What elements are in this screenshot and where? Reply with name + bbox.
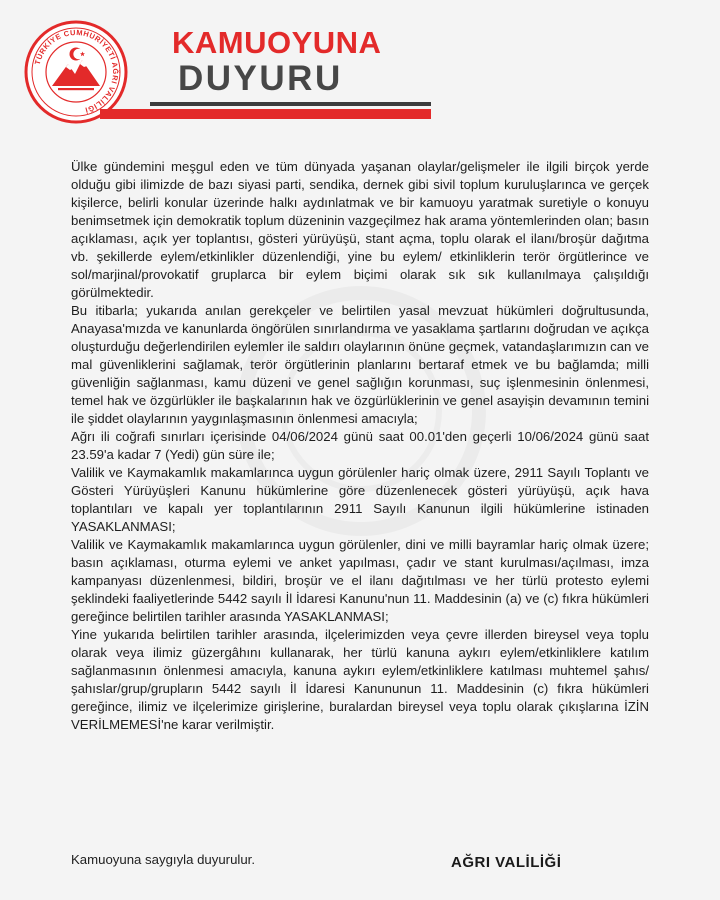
header-divider-dark: [150, 102, 431, 106]
closing-text: Kamuoyuna saygıyla duyurulur.: [71, 852, 255, 867]
announcement-title-line1: KAMUOYUNA: [172, 25, 382, 60]
svg-text:TÜRKİYE CUMHURİYETİ AĞRI VALİL: TÜRKİYE CUMHURİYETİ AĞRI VALİLİĞİ: [32, 27, 121, 115]
paragraph-ban-2911: Valilik ve Kaymakamlık makamlarınca uygun görülenler hariç olmak üzere, 2911 Sayılı Toplantı ve Gösteri Yürüyüşleri Kanunu hükümlerine göre düzenlenecek gösteri yürüyüşü, açık hava toplantıları ve kapalı yer toplantılarının 2911 Sayılı Kanunun ilgili hükümlerine istinaden YASAKLANMASI;: [71, 465, 649, 534]
announcement-body: [71, 158, 649, 734]
paragraph-rationale: Bu itibarla; yukarıda anılan gerekçeler ve belirtilen yasal mevzuat hükümleri doğrultusunda, Anayasa'mızda ve kanunlarda öngörülen sınırlandırma ve yasaklama şartlarını doğrudan ve açıkça oluşturduğu değerlendirilen eylemler ile saldırı olaylarının önüne geçmek, vatandaşlarımızın can ve mal güvenliklerini sağlamak, terör örgütlerinin planlarını bertaraf etmek ve bu bağlamda; milli güvenliğin sağlanması, kamu düzeni ve genel sağlığın korunması, suç işlenmesinin önlenmesi, temel hak ve özgürlükler ile başkalarının hak ve özgürlüklerinin ve genel asayişin devamının temini ile şiddet olaylarının yaygınlaşmasının önlenmesi amacıyla;: [71, 303, 649, 426]
paragraph-date-range: Ağrı ili coğrafi sınırları içerisinde 04/06/2024 günü saat 00.01'den geçerli 10/06/2024 günü saat 23.59'a kadar 7 (Yedi) gün süre ile;: [71, 429, 649, 462]
header-divider-red: [100, 109, 431, 119]
paragraph-intro: Ülke gündemini meşgul eden ve tüm dünyada yaşanan olaylar/gelişmeler ile ilgili birçok yerde olduğu gibi ilimizde de bazı siyasi parti, sendika, dernek gibi sivil toplum kuruluşlarınca ve gerçek kişilerce, belirli konular üzerinde halkı aydınlatmak ve bir kamuoyu yaratmak suretiyle o konuyu benimsetmek için demokratik toplum düzeninin vazgeçilmez hak arama yöntemlerinden olan; basın açıklaması, açık yer toplantısı, gösteri yürüyüşü, stant açma, toplu olarak el ilanı/broşür dağıtma vb. şekillerde eylem/etkinlikler düzenlendiği, yine bu eylem/ etkinliklerin terör örgütlerince ve sol/marjinal/provokatif gruplarca bir eylem biçimi olarak sık sık kullanılmaya çalışıldığı görülmektedir.: [71, 159, 649, 300]
paragraph-ban-5442: Valilik ve Kaymakamlık makamlarınca uygun görülenler, dini ve milli bayramlar hariç olmak üzere; basın açıklaması, oturma eylemi ve anket yapılması, çadır ve stant kurulması/açılması, imza kampanyası düzenlenmesi, bildiri, broşür ve el ilanı dağıtılması ve her türlü protesto eylemi şeklindeki faaliyetlerinde 5442 sayılı İl İdaresi Kanunu'nun 11. Maddesinin (a) ve (c) fıkra hükümleri gereğince belirtilen tarihler arasında YASAKLANMASI;: [71, 537, 649, 624]
signature: AĞRI VALİLİĞİ: [451, 854, 562, 871]
announcement-title-line2: DUYURU: [178, 59, 343, 98]
paragraph-entry-restriction: Yine yukarıda belirtilen tarihler arasında, ilçelerimizden veya çevre illerden bireysel veya toplu olarak veya ilimiz güzergâhını kullanarak, her türlü kanuna aykırı eylem/etkinliklere katılım sağlanmasının önlenmesi amacıyla, kanuna aykırı eylem/etkinliklere katılması muhtemel şahıs/şahıslar/grup/grupların 5442 sayılı İl İdaresi Kanununun 11. Maddesinin (c) fıkra hükümleri gereğince, ilimiz ve ilçelerimize girişlerine, buralardan bireysel veya toplu olarak çıkışlarına İZİN VERİLMEMESİ'ne karar verilmiştir.: [71, 627, 649, 732]
